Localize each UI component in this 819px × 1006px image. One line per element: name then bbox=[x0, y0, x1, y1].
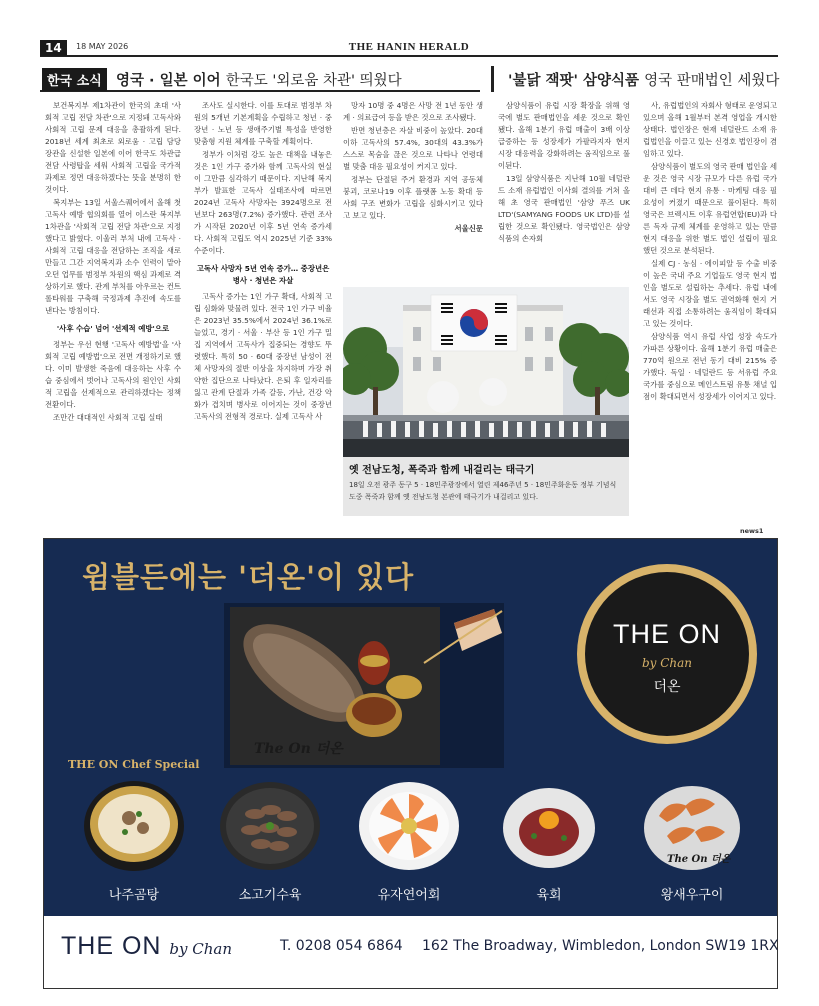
right-article-column-1 bbox=[498, 100, 630, 280]
taegukgi-flag bbox=[431, 295, 517, 351]
paragraph: 정부는 우선 현행 '고독사 예방법'을 '사회적 고립 예방법'으로 전면 개정하기로 했다. 이미 발생한 죽음에 대응하는 사후 수습 중심에서 벗어나 고독사의 원인인 사회적 고립을 선제적으로 관리하겠다는 정책 전환이다. bbox=[45, 340, 181, 409]
photo-credit: news1 bbox=[740, 527, 764, 535]
paragraph: 반면 청년층은 자살 비중이 높았다. 20대 이하 고독사의 57.4%, 30대의 43.3%가 스스로 목숨을 끊은 것으로 나타나 연령대별 맞춤 대응 필요성이 커지고 있다. bbox=[343, 126, 483, 171]
dish-label: 나주곰탕 bbox=[108, 888, 160, 903]
caption-text: 18일 오전 광주 동구 5 · 18민주광장에서 열린 제46주년 5 · 18민주화운동 정부 기념식 도중 폭죽과 함께 옛 전남도청 본관에 태극기가 내걸리고 있다. bbox=[349, 481, 617, 501]
paragraph: 삼양식품이 유럽 시장 확장을 위해 영국에 별도 판매법인을 세운 것으로 확인됐다. 올해 1분기 유럽 매출이 3배 이상 급증하는 등 성장세가 가팔라지자 현지 시장 대응력을 강화하려는 움직임으로 풀이된다. bbox=[498, 101, 630, 170]
right-article-column-2 bbox=[643, 100, 777, 518]
plate-text: The On 더온 bbox=[667, 854, 731, 865]
paragraph: 보건복지부 제1차관이 한국의 초대 '사회적 고립 전담 차관'으로 지정돼 고독사와 사회적 고립 문제 대응을 총괄하게 된다. 2018년 세계 최초로 외로움 · 고립 담당 장관을 신설한 일본에 이어 한국도 차관급 전담 사령탑을 세워 사회적 고립을 국가적 과제로 정면 대응하겠다는 뜻을 분명히 한 것이다. bbox=[45, 101, 181, 194]
photo-caption bbox=[343, 457, 629, 516]
badge-by: by Chan bbox=[641, 656, 693, 670]
paragraph: 고독사 증가는 1인 가구 확대, 사회적 고립 심화와 맞물려 있다. 전국 1인 가구 비율은 2023년 35.5%에서 2024년 36.1%로 늘었고, 경기 · 서울 · 부산 등 1인 가구 밀집 지역에서 고독사가 집중되는 경향도 뚜렷했다. 특히 50 · 60대 중장년 남성이 전체 사망자의 절반 이상을 차지하며 가장 취약한 집단으로 나타났다. 은퇴 후 일자리를 잃고 관계 단절과 가족 갈등, 가난, 건강 악화가 겹치며 병사로 이어지는 것이 중장년 고독사의 전형적 경로다. 실제 고독사 사 bbox=[194, 292, 332, 421]
ad-banner bbox=[44, 539, 777, 916]
dish-yukhoe bbox=[489, 776, 609, 876]
plate-text: The On 더온 bbox=[254, 741, 343, 757]
footer-brand-by: by Chan bbox=[169, 940, 232, 958]
source-signature: 서울신문 bbox=[454, 224, 483, 233]
ad-footer bbox=[44, 916, 777, 988]
dish-image bbox=[494, 776, 604, 876]
right-title-bold: '불닭 잭팟' 삼양식품 bbox=[508, 73, 640, 89]
left-title-bold: 영국 · 일본 이어 bbox=[116, 73, 221, 89]
left-article-header bbox=[40, 66, 480, 92]
dish-label: 유자연어회 bbox=[377, 888, 441, 903]
ad-address: 162 The Broadway, Wimbledon, London SW19 1RX bbox=[422, 938, 779, 954]
paragraph: 삼양식품 역시 유럽 사업 성장 속도가 가파른 상황이다. 올해 1분기 유럽 매출은 770억 원으로 전년 동기 대비 215% 증가했다. 독일 · 네덜란드 등 서유럽 주요 국가를 중심으로 메인스트림 유통 채널 입점이 확대되면서 성장세가 이어지고 있다. bbox=[643, 332, 777, 401]
left-article-title bbox=[116, 69, 402, 90]
issue-date: 18 MAY 2026 bbox=[76, 42, 129, 51]
dish-nazu-gomtang bbox=[74, 776, 194, 876]
subheading: 고독사 사망자 5년 연속 증가… 중장년은 병사 · 청년은 자살 bbox=[196, 264, 330, 285]
dish-beef-suyuk bbox=[210, 776, 330, 876]
paragraph: 조사도 실시한다. 이를 토대로 범정부 차원의 5개년 기본계획을 수립하고 청년 · 중장년 · 노년 등 생애주기별 특성을 반영한 맞춤형 지원 체계를 구축할 계획이다. bbox=[194, 101, 332, 146]
paragraph: 13일 삼양식품은 지난해 10월 네덜란드 소재 유럽법인 이사회 결의를 거쳐 올해 초 영국 판매법인 '삼양 푸즈 UK LTD'(SAMYANG FOODS UK LTD)를 설립한 것으로 확인됐다. 영국법인은 삼양식품의 손자회 bbox=[498, 174, 630, 243]
ad-headline: 윔블든에는 '더온'이 있다 bbox=[82, 560, 415, 594]
brand-badge bbox=[577, 564, 757, 744]
subheading: '사후 수습' 넘어 '선제적 예방'으로 bbox=[56, 324, 170, 333]
left-article-column-1 bbox=[45, 100, 181, 518]
paragraph: 망자 10명 중 4명은 사망 전 1년 동안 생계 · 의료급여 등을 받은 것으로 조사됐다. bbox=[343, 101, 483, 122]
badge-name: THE ON bbox=[612, 619, 721, 649]
caption-title: 옛 전남도청, 폭죽과 함께 내걸리는 태극기 bbox=[349, 465, 535, 476]
section-tag: 한국 소식 bbox=[42, 68, 107, 91]
paragraph: 실제 CJ · 농심 · 에이피알 등 수출 비중이 높은 국내 주요 기업들도 영국 현지 법인을 별도로 설립하는 추세다. 유럽 내에서도 영국 시장을 별도 권역화해 현지 거래선과 직접 소통하려는 움직임이 확대되고 있는 것이다. bbox=[643, 259, 777, 328]
masthead bbox=[40, 40, 778, 57]
left-title-light: 한국도 '외로움 차관' 띄웠다 bbox=[225, 73, 402, 89]
paragraph: 복지부는 13일 서울스퀘어에서 올해 첫 고독사 예방 협의회를 열어 이스란 복지부 1차관을 '사회적 고립 전담 차관'으로 지정했다고 밝혔다. 이울러 부처 내에 고독사 · 사회적 고립 대응을 전담하는 조직을 새로 만들고 그간 지역복지과 소수 인력이 맡아오던 업무를 범정부 차원의 핵심 과제로 격상하기로 했다. 관계 부처를 아우르는 컨트롤타워를 구축해 국정과제 추진에 속도를 낸다는 방침이다. bbox=[45, 198, 181, 315]
dish-label: 왕새우구이 bbox=[660, 888, 724, 903]
main-dish-image bbox=[224, 603, 504, 768]
paragraph: 정부는 단절된 주거 환경과 지역 공동체 붕괴, 코로나19 이후 플랫폼 노동 확대 등 사회 구조 변화가 고립을 심화시키고 있다고 보고 있다. bbox=[343, 175, 483, 220]
dish-grilled-prawns bbox=[632, 776, 752, 876]
paragraph: 삼양식품이 별도의 영국 판매 법인을 세운 것은 영국 시장 규모가 다른 유럽 국가 대비 큰 데다 현지 유통 · 마케팅 대응 필요성이 커졌기 때문으로 풀이된다. 특히 영국은 브렉시트 이후 유럽연합(EU)과 다른 독자 규제 체계를 운영하고 있는 만큼 현지 대응을 위한 별도 법인 설립이 필요했던 것으로 분석된다. bbox=[643, 162, 777, 255]
ad-phone: T. 0208 054 6864 bbox=[280, 938, 403, 954]
dish-image bbox=[215, 776, 325, 876]
dish-yuja-salmon bbox=[349, 776, 469, 876]
paragraph: 조만간 대대적인 사회적 고립 실태 bbox=[53, 413, 163, 422]
paper-name: THE HANIN HERALD bbox=[348, 41, 470, 53]
paragraph: 정부가 이처럼 강도 높은 대책을 내놓은 것은 1인 가구 증가와 함께 고독사의 현실이 그만큼 심각하기 때문이다. 지난해 복지부가 발표한 고독사 실태조사에 따르면 2024년 고독사 사망자는 3924명으로 전년보다 263명(7.2%) 증가했다. 관련 조사가 시작된 2020년 이후 5년 연속 증가세다. 사회적 고립도 역시 2025년 기준 33% 수준이다. bbox=[194, 150, 332, 255]
badge-inner bbox=[585, 572, 749, 736]
paragraph: 사, 유럽법인의 자회사 형태로 운영되고 있으며 올해 1월부터 본격 영업을 개시한 상태다. 법인장은 현재 네덜란드 소재 유럽법인을 이끌고 있는 신경호 법인장이 겸임하고 있다. bbox=[643, 101, 777, 158]
badge-korean: 더온 bbox=[653, 679, 681, 695]
dish-image bbox=[354, 776, 464, 876]
left-article-column-3 bbox=[343, 100, 483, 276]
chef-special-label: THE ON Chef Special bbox=[68, 758, 200, 771]
dish-image bbox=[637, 776, 747, 876]
dish-label: 소고기수육 bbox=[238, 888, 302, 903]
news-photo bbox=[343, 287, 629, 457]
left-article-column-2 bbox=[194, 100, 332, 518]
dish-label: 육회 bbox=[536, 888, 562, 903]
right-article-title bbox=[508, 69, 779, 90]
footer-brand-name: THE ON bbox=[61, 932, 162, 960]
dish-image bbox=[79, 776, 189, 876]
page-number: 14 bbox=[40, 40, 67, 56]
footer-brand-logo bbox=[61, 932, 232, 961]
right-title-light: 영국 판매법인 세웠다 bbox=[644, 73, 780, 89]
right-article-header bbox=[491, 66, 779, 92]
restaurant-advertisement bbox=[43, 538, 778, 989]
